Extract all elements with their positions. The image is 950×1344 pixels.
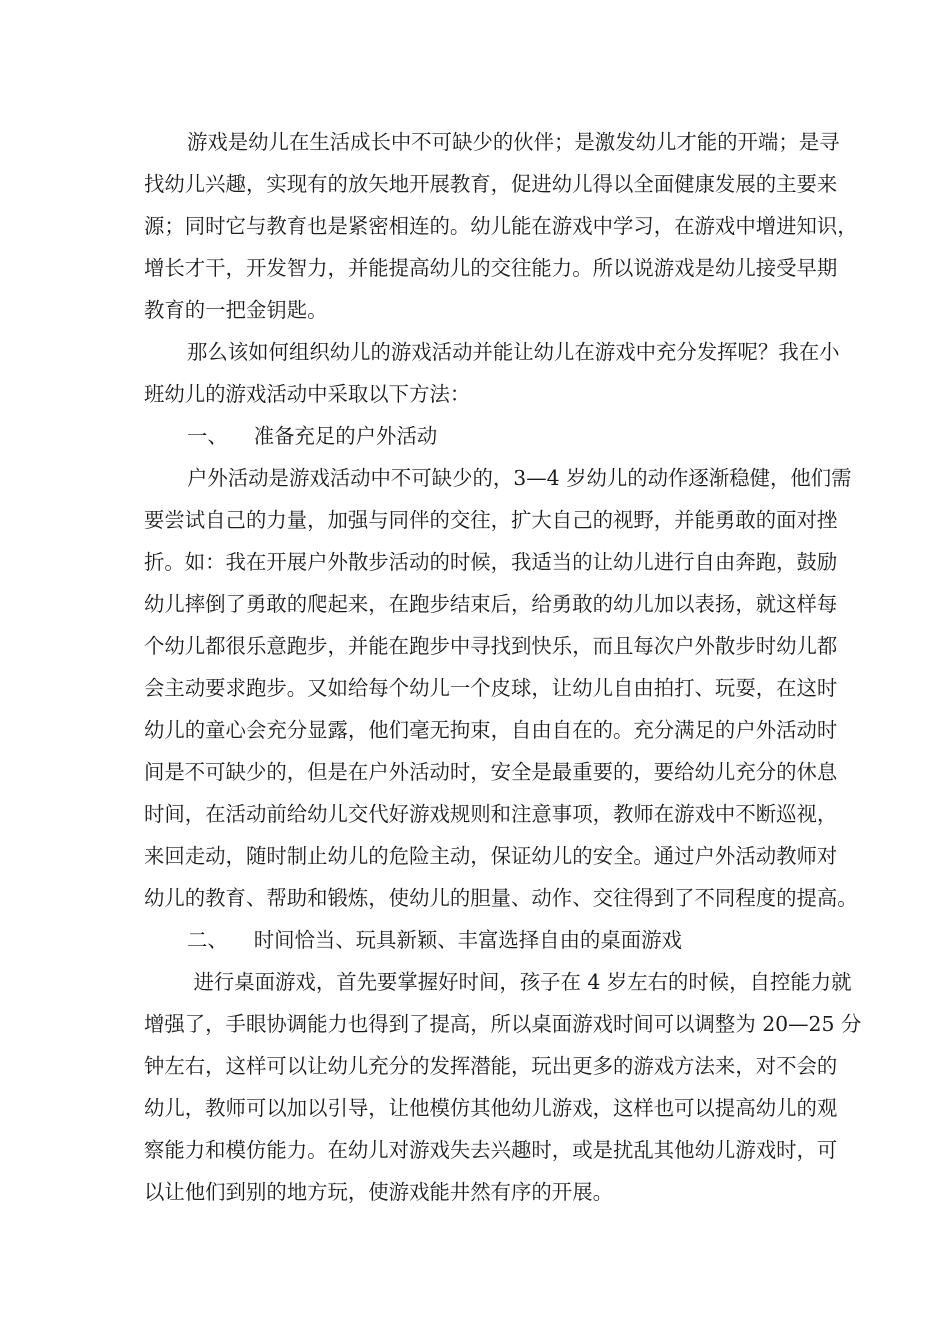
paragraph-line: 时间，在活动前给幼儿交代好游戏规则和注意事项，教师在游戏中不断巡视，	[144, 802, 838, 826]
paragraph-line: 察能力和模仿能力。在幼儿对游戏失去兴趣时，或是扰乱其他幼儿游戏时，可	[144, 1138, 838, 1162]
paragraph-line: 游戏是幼儿在生活成长中不可缺少的伙伴；是激发幼儿才能的开端；是寻	[187, 130, 840, 154]
paragraph-line: 幼儿，教师可以加以引导，让他模仿其他幼儿游戏，这样也可以提高幼儿的观	[144, 1096, 838, 1120]
paragraph-line: 户外活动是游戏活动中不可缺少的，3—4 岁幼儿的动作逐渐稳健，他们需	[187, 466, 852, 490]
paragraph-line: 间是不可缺少的，但是在户外活动时，安全是最重要的，要给幼儿充分的休息	[144, 760, 838, 784]
paragraph-line: 班幼儿的游戏活动中采取以下方法：	[144, 382, 471, 406]
section-heading: 二、 时间恰当、玩具新颖、丰富选择自由的桌面游戏	[187, 928, 682, 952]
paragraph-line: 幼儿摔倒了勇敢的爬起来，在跑步结束后，给勇敢的幼儿加以表扬，就这样每	[144, 592, 838, 616]
paragraph-line: 增强了，手眼协调能力也得到了提高，所以桌面游戏时间可以调整为 20—25 分	[144, 1012, 862, 1036]
paragraph-line: 幼儿的教育、帮助和锻炼，使幼儿的胆量、动作、交往得到了不同程度的提高。	[144, 886, 858, 910]
paragraph-line: 增长才干，开发智力，并能提高幼儿的交往能力。所以说游戏是幼儿接受早期	[144, 256, 838, 280]
section-heading: 一、 准备充足的户外活动	[187, 424, 438, 448]
paragraph-line: 进行桌面游戏，首先要掌握好时间，孩子在 4 岁左右的时候，自控能力就	[187, 970, 852, 994]
paragraph-line: 个幼儿都很乐意跑步，并能在跑步中寻找到快乐，而且每次户外散步时幼儿都	[144, 634, 838, 658]
paragraph-line: 那么该如何组织幼儿的游戏活动并能让幼儿在游戏中充分发挥呢？我在小	[187, 340, 840, 364]
paragraph-line: 找幼儿兴趣，实现有的放矢地开展教育，促进幼儿得以全面健康发展的主要来	[144, 172, 838, 196]
paragraph-line: 源；同时它与教育也是紧密相连的。幼儿能在游戏中学习，在游戏中增进知识，	[144, 214, 858, 238]
paragraph-line: 钟左右，这样可以让幼儿充分的发挥潜能，玩出更多的游戏方法来，对不会的	[144, 1054, 838, 1078]
paragraph-line: 要尝试自己的力量，加强与同伴的交往，扩大自己的视野，并能勇敢的面对挫	[144, 508, 838, 532]
paragraph-line: 以让他们到别的地方玩，使游戏能井然有序的开展。	[144, 1180, 613, 1204]
paragraph-line: 会主动要求跑步。又如给每个幼儿一个皮球，让幼儿自由拍打、玩耍，在这时	[144, 676, 838, 700]
paragraph-line: 来回走动，随时制止幼儿的危险主动，保证幼儿的安全。通过户外活动教师对	[144, 844, 838, 868]
paragraph-line: 折。如：我在开展户外散步活动的时候，我适当的让幼儿进行自由奔跑，鼓励	[144, 550, 838, 574]
paragraph-line: 教育的一把金钥匙。	[144, 298, 328, 322]
paragraph-line: 幼儿的童心会充分显露，他们毫无拘束，自由自在的。充分满足的户外活动时	[144, 718, 838, 742]
